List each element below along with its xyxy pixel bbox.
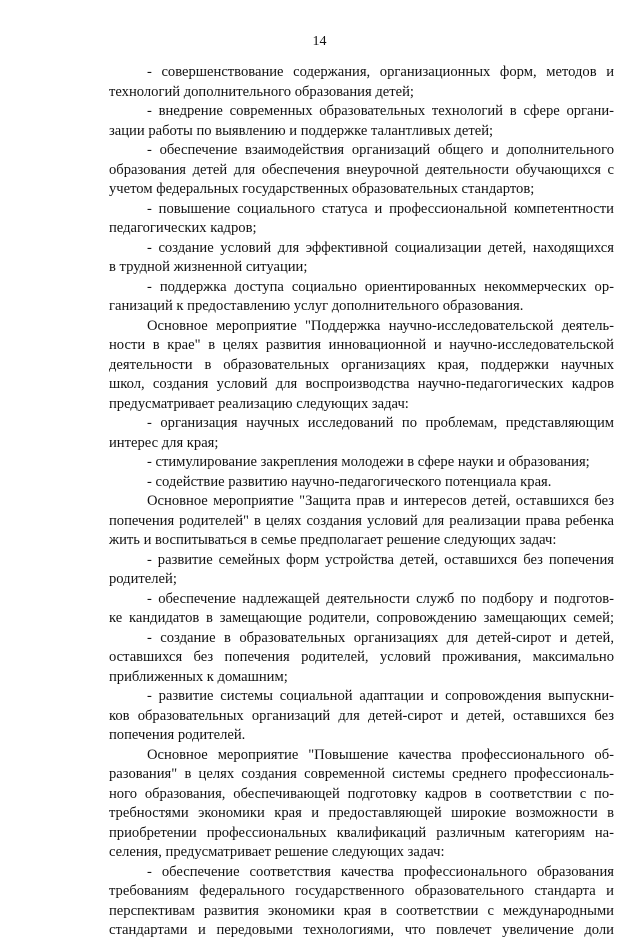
page-number: 14 [312,34,327,49]
text-line: попечения родителей. [109,727,246,743]
text-line: ности в крае" в целях развития инновационной и научно-исследовательской [109,337,614,353]
text-line: - развитие семейных форм устройства детей, оставшихся без попечения [147,551,614,568]
text-line: стандартами и передовыми технологиями, что повлечет увеличение доли [109,922,614,938]
text-line: - создание в образовательных организациях для детей-сирот и детей, [147,629,614,646]
text-line: - поддержка доступа социально ориентированных некоммерческих ор- [147,278,614,295]
text-line: Основное мероприятие "Поддержка научно-исследовательской деятель- [147,317,614,334]
text-line: разования" в целях создания современной системы среднего профессиональ- [109,766,614,782]
text-line: - внедрение современных образовательных технологий в сфере органи- [147,103,614,119]
text-line: образования детей для обеспечения внеурочной деятельности обучающихся с [109,161,614,178]
text-line: - обеспечение надлежащей деятельности служб по подбору и подготов- [147,590,614,607]
body-text [109,63,614,941]
text-line: интерес для края; [109,434,219,451]
text-line: попечения родителей" в целях создания условий для реализации права ребенка [109,512,614,529]
text-line: приобретении профессиональных квалификаций различным категориям на- [109,824,614,841]
text-line: - содействие развитию научно-педагогического потенциала края. [147,473,552,490]
text-line: оставшихся без попечения родителей, условий проживания, максимально [109,649,614,665]
text-line: в трудной жизненной ситуации; [109,259,308,275]
text-line: требностями экономики края и предоставляющей широкие возможности в [109,805,614,821]
text-line: - стимулирование закрепления молодежи в сфере науки и образования; [147,454,590,470]
text-line: перспективам развития экономики края в соответствии с международными [109,902,614,919]
text-line: учетом федеральных государственных образовательных стандартов; [109,181,535,197]
text-line: ного образования, обеспечивающей подготовку кадров в соответствии с по- [109,785,614,802]
text-line: ганизаций к предоставлению услуг дополнительного образования. [109,298,524,314]
text-line: предусматривает реализацию следующих задач: [109,395,409,412]
text-line: жить и воспитываться в семье предполагает решение следующих задач: [109,532,557,548]
text-line: ке кандидатов в замещающие родители, сопровождению замещающих семей; [109,610,614,626]
text-line: - обеспечение соответствия качества профессионального образования [147,863,614,880]
text-line: приближенных к домашним; [109,668,288,685]
text-line: требованиям федерального государственного образовательного стандарта и [109,883,614,899]
text-line: ков образовательных организаций для детей-сирот и детей, оставшихся без [109,707,614,724]
text-line: - совершенствование содержания, организационных форм, методов и [147,64,614,80]
text-line: педагогических кадров; [109,220,257,236]
text-line: технологий дополнительного образования детей; [109,83,414,100]
text-line: зации работы по выявлению и поддержке талантливых детей; [109,122,494,139]
text-line: - обеспечение взаимодействия организаций общего и дополнительного [147,142,614,158]
text-line: - организация научных исследований по проблемам, представляющим [147,415,614,431]
text-line: - повышение социального статуса и профессиональной компетентности [147,200,614,217]
text-line: - развитие системы социальной адаптации и сопровождения выпускни- [147,688,614,704]
text-line: родителей; [109,571,177,587]
text-line: Основное мероприятие "Защита прав и интересов детей, оставшихся без [147,493,614,509]
text-line: школ, создания условий для воспроизводства научно-педагогических кадров [109,376,614,392]
text-line: селения, предусматривает решение следующих задач: [109,844,445,860]
text-line: деятельности в образовательных организациях края, поддержки научных [109,356,614,373]
text-line: - создание условий для эффективной социализации детей, находящихся [147,239,614,256]
text-line: Основное мероприятие "Повышение качества профессионального об- [147,746,614,763]
